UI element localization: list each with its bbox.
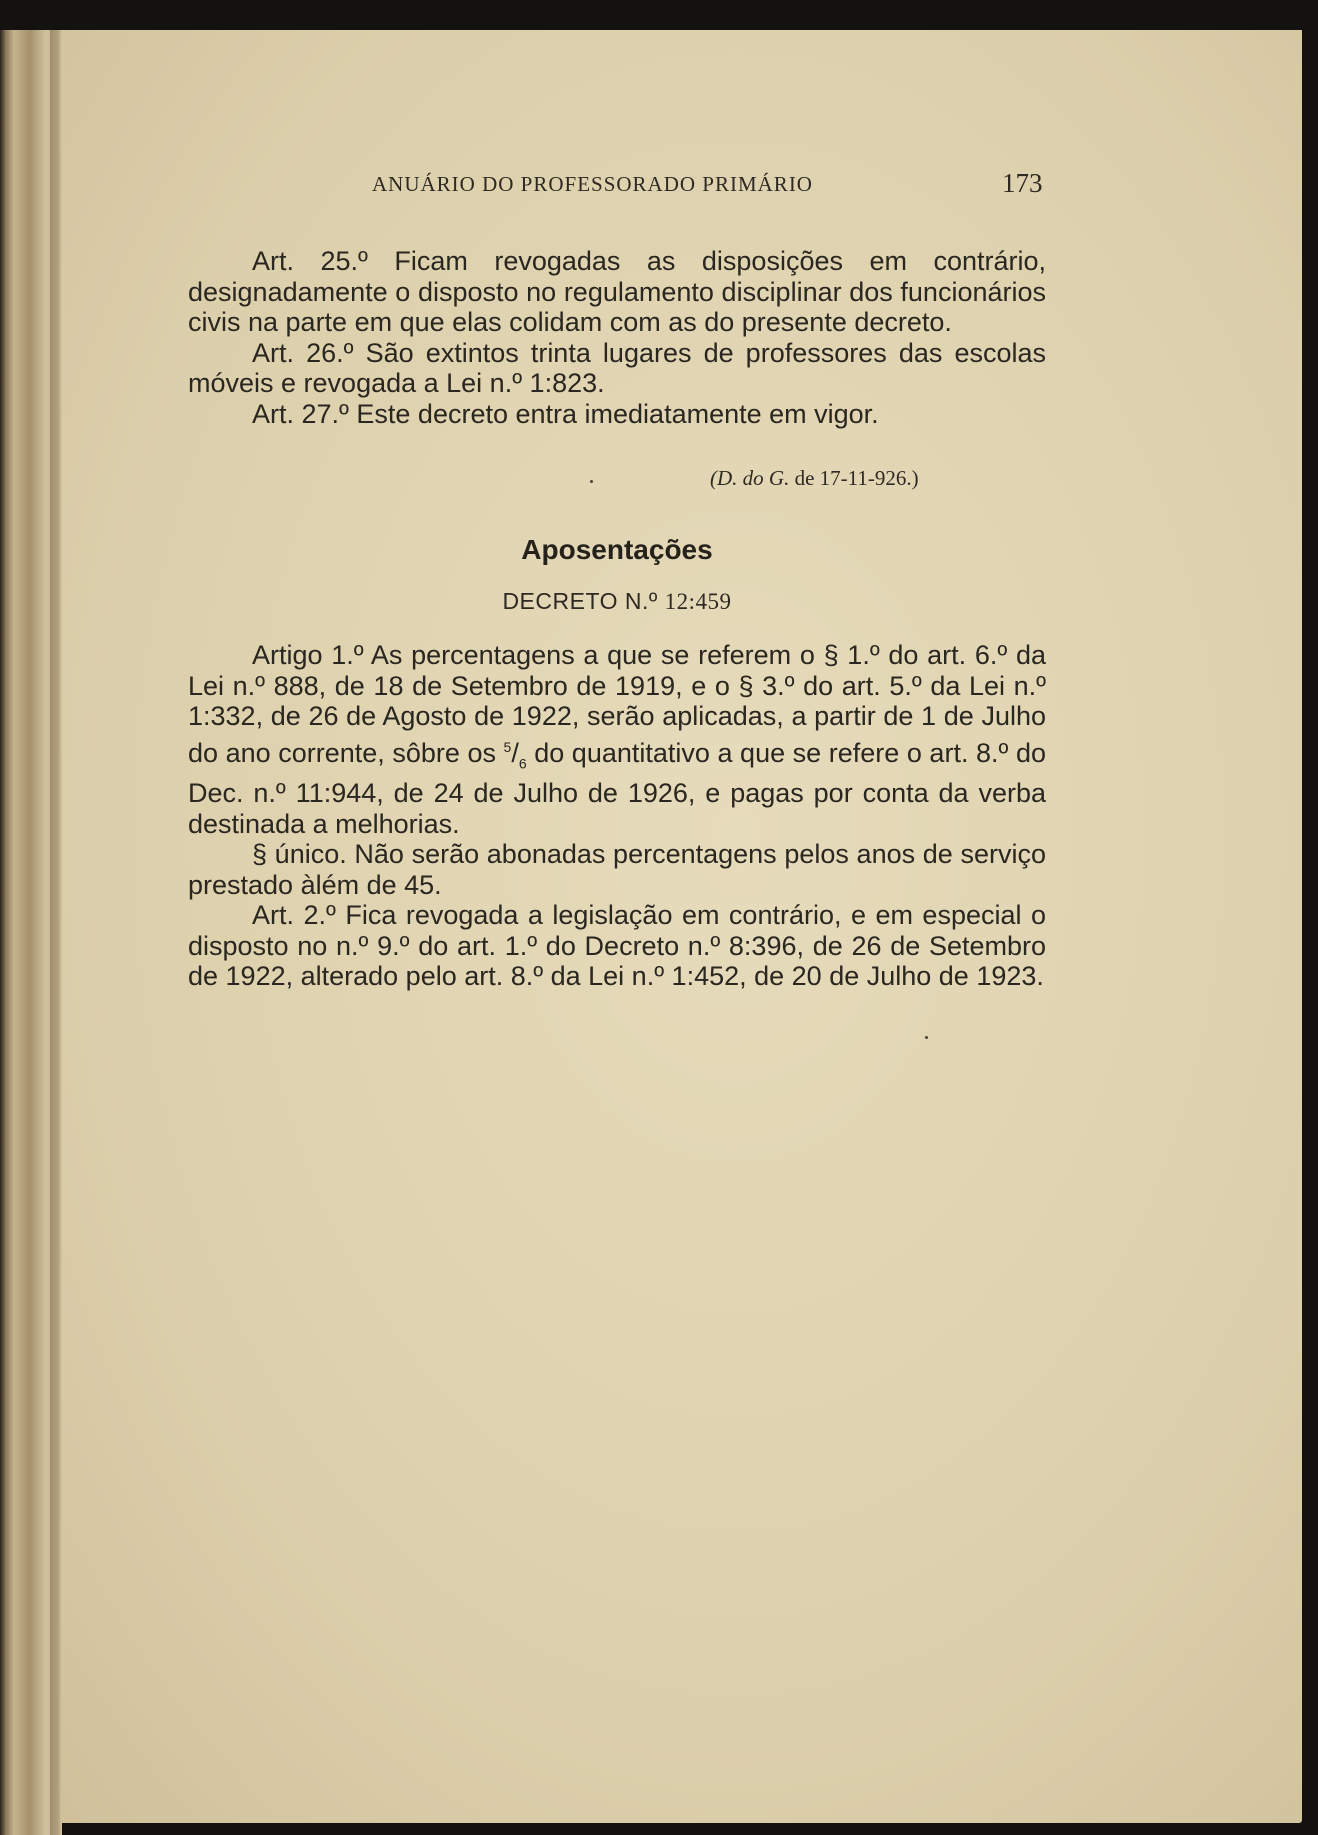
source-date: de 17-11-926.) (789, 466, 919, 490)
right-border (1302, 0, 1318, 1835)
paragraph-unique: § único. Não serão abonadas percentagens pelos anos de serviço prestado àlém de 45. (188, 839, 1046, 900)
page-number: 173 (1002, 168, 1043, 198)
articles-top (188, 246, 1046, 429)
source-citation (710, 466, 919, 491)
article-1-pre: Artigo 1.º As percentagens a que se referem o § 1.º do art. 6.º da Lei n.º 888, de 18 de Setembro de 1919, e o § 3.º do art. 5.º da Lei n.º 1:332, de 26 de Agosto de 1922, serão aplicadas, a partir de 1 de Julho do ano corrente, sôbre os (188, 640, 1046, 768)
ink-speck (925, 1036, 928, 1039)
article-25: Art. 25.º Ficam revogadas as disposições em contrário, designadamente o disposto no regulamento disciplinar dos funcionários civis na parte em que elas colidam com as do presente decreto. (188, 246, 1046, 337)
article-2: Art. 2.º Fica revogada a legislação em contrário, e em especial o disposto no n.º 9.º do art. 1.º do Decreto n.º 8:396, de 26 de Setembro de 1922, alterado pelo art. 8.º da Lei n.º 1:452, de 20 de Julho de 1923. (188, 900, 1046, 992)
running-header: ANUÁRIO DO PROFESSORADO PRIMÁRIO (372, 172, 813, 196)
decree-number-value: 12:459 (664, 589, 732, 614)
decree-number (188, 588, 1046, 615)
article-27: Art. 27.º Este decreto entra imediatamente em vigor. (252, 398, 879, 429)
fraction-denominator: 6 (518, 754, 527, 771)
articles-bottom (188, 640, 1046, 992)
ink-speck (590, 480, 593, 483)
article-1-post: do quantitativo a que se refere o art. 8.º do Dec. n.º 11:944, de 24 de Julho de 1926, e pagas por conta da verba destinada a melhorias. (188, 737, 1046, 839)
source-italic: (D. do G. (710, 466, 790, 490)
fraction: $^5/_6$ (503, 737, 527, 771)
article-26: Art. 26.º São extintos trinta lugares de professores das escolas móveis e revogada a Lei n.º 1:823. (188, 337, 1046, 398)
section-heading: Aposentações (521, 534, 713, 565)
article-1 (188, 640, 1046, 839)
spine-shadow (50, 0, 62, 1835)
fraction-numerator: 5 (503, 738, 512, 755)
top-border (0, 0, 1318, 30)
decree-label: DECRETO N.º (502, 588, 658, 614)
